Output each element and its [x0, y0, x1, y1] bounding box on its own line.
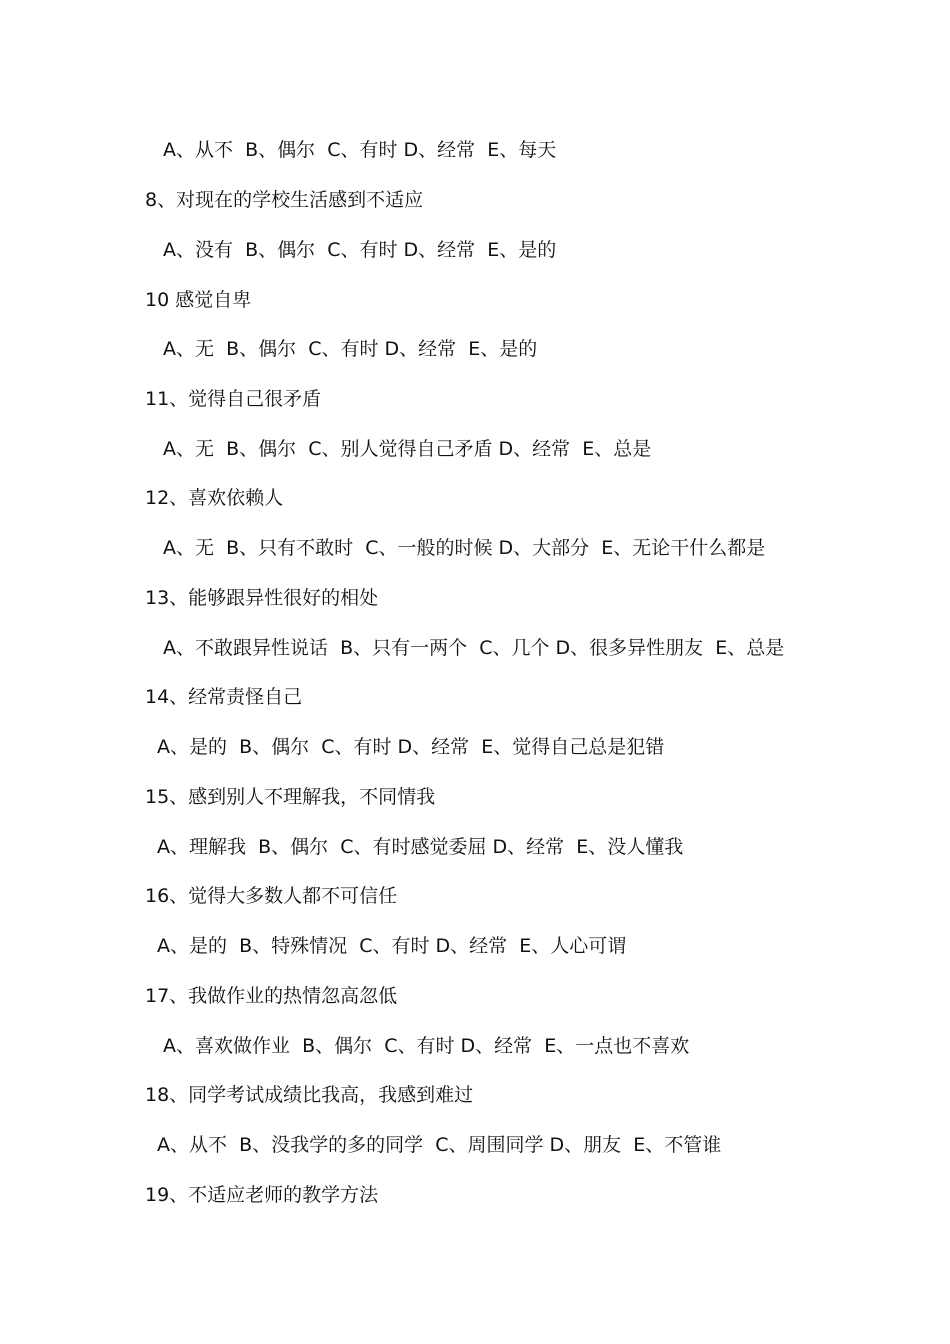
answer-options-line: A、无 B、只有不敢时 C、一般的时候 D、大部分 E、无论干什么都是	[163, 537, 766, 559]
answer-options-line: A、喜欢做作业 B、偶尔 C、有时 D、经常 E、一点也不喜欢	[163, 1035, 690, 1057]
question-16: 16、觉得大多数人都不可信任	[145, 885, 398, 907]
answer-options-line: A、从不 B、偶尔 C、有时 D、经常 E、每天	[163, 139, 557, 161]
answer-options-line: A、没有 B、偶尔 C、有时 D、经常 E、是的	[163, 239, 557, 261]
answer-options-line: A、从不 B、没我学的多的同学 C、周围同学 D、朋友 E、不管谁	[157, 1134, 722, 1156]
answer-options-line: A、不敢跟异性说话 B、只有一两个 C、几个 D、很多异性朋友 E、总是	[163, 637, 785, 659]
answer-options-line: A、理解我 B、偶尔 C、有时感觉委屈 D、经常 E、没人懂我	[157, 836, 684, 858]
question-8: 8、对现在的学校生活感到不适应	[145, 189, 424, 211]
answer-options-line: A、无 B、偶尔 C、别人觉得自己矛盾 D、经常 E、总是	[163, 438, 652, 460]
question-17: 17、我做作业的热情忽高忽低	[145, 985, 398, 1007]
question-14: 14、经常责怪自己	[145, 686, 303, 708]
question-12: 12、喜欢依赖人	[145, 487, 284, 509]
question-15: 15、感到别人不理解我，不同情我	[145, 786, 436, 808]
question-13: 13、能够跟异性很好的相处	[145, 587, 379, 609]
question-18: 18、同学考试成绩比我高，我感到难过	[145, 1084, 474, 1106]
question-10: 10 感觉自卑	[145, 289, 252, 311]
answer-options-line: A、是的 B、特殊情况 C、有时 D、经常 E、人心可谓	[157, 935, 627, 957]
answer-options-line: A、是的 B、偶尔 C、有时 D、经常 E、觉得自己总是犯错	[157, 736, 665, 758]
answer-options-line: A、无 B、偶尔 C、有时 D、经常 E、是的	[163, 338, 538, 360]
question-11: 11、觉得自己很矛盾	[145, 388, 322, 410]
question-19: 19、不适应老师的教学方法	[145, 1184, 379, 1206]
